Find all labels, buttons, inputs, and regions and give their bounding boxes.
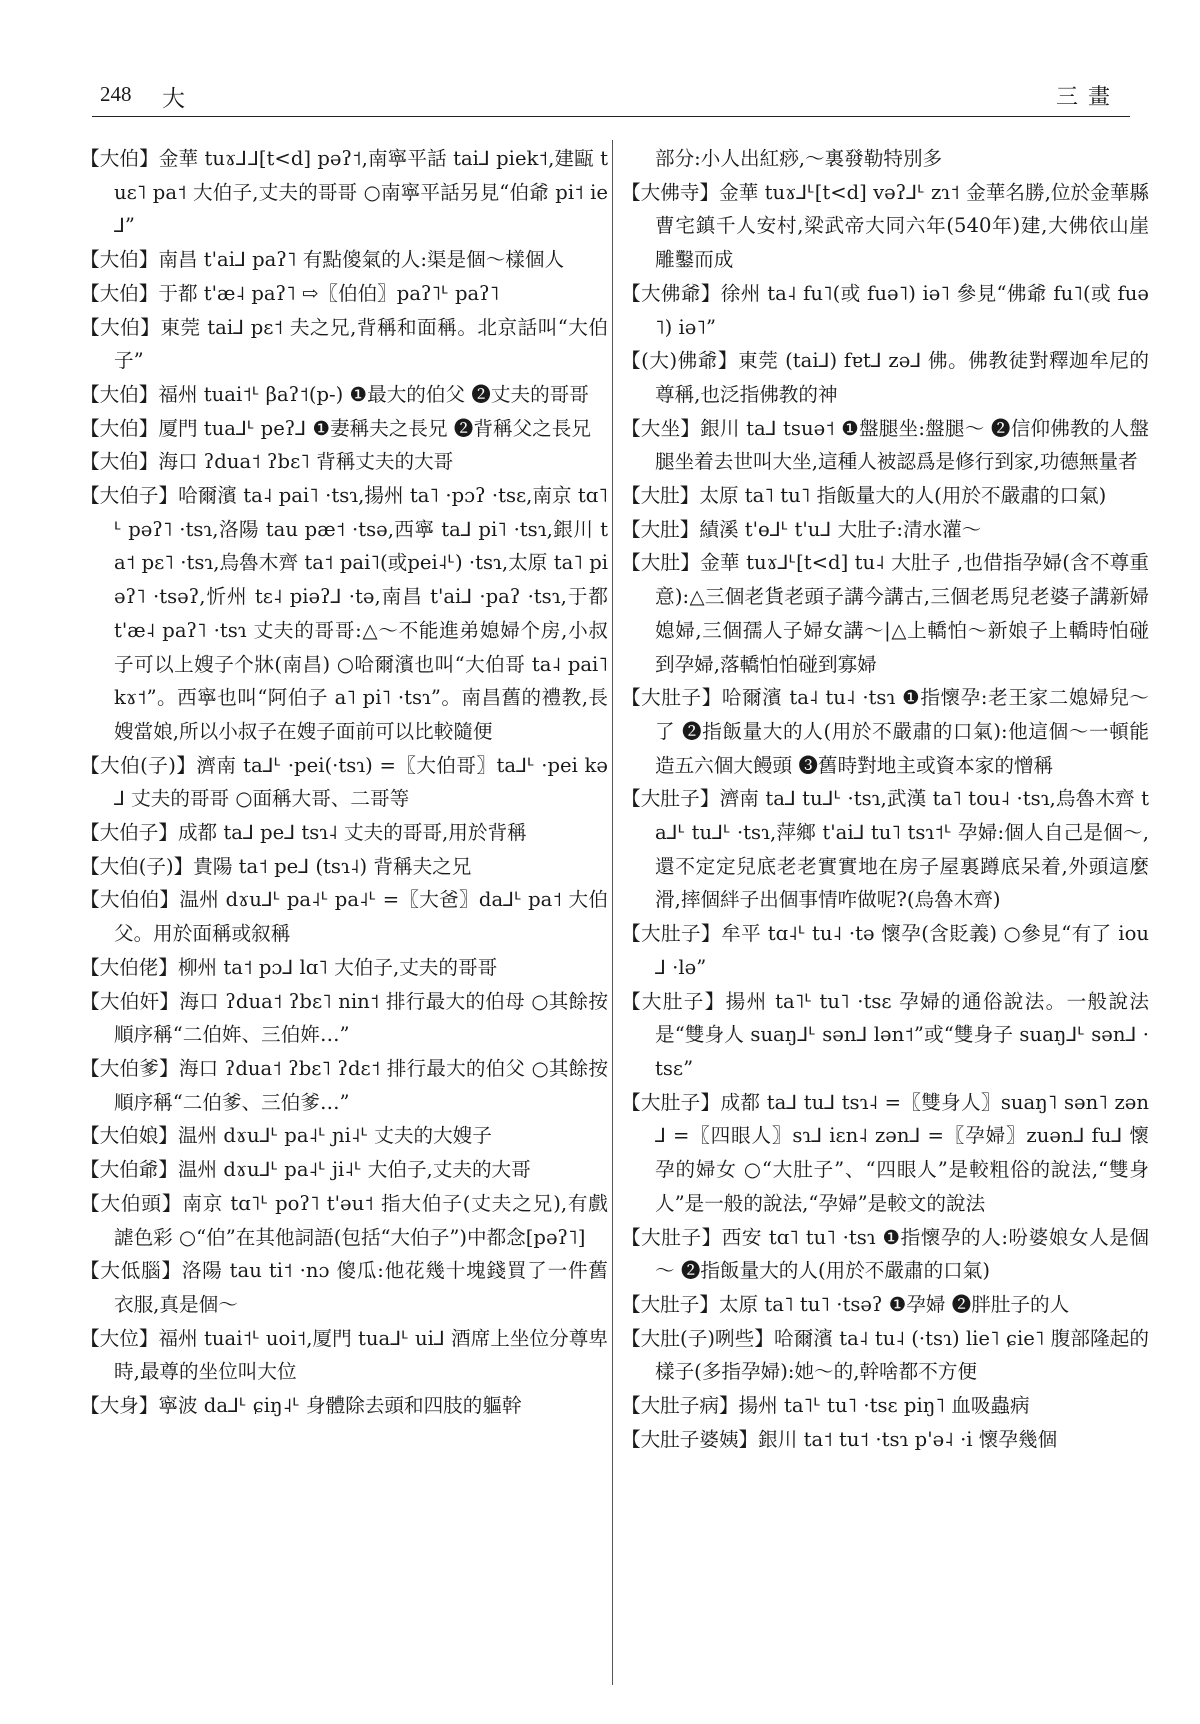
column-divider xyxy=(612,140,613,1685)
dictionary-entry: 【大伯(子)】貴陽 ta˦ pe⅃ (tsɿ˨) 背稱夫之兄 xyxy=(80,854,472,878)
dictionary-entry: 【大伯娘】温州 dɤu⅃ᒻ pa˨ᒻ ɲi˨ᒻ 丈夫的大嫂子 xyxy=(80,1124,492,1148)
dictionary-entry: 【大肚子】太原 ta˥ tu˥ ·tsəʔ ❶孕婦 ❷胖肚子的人 xyxy=(621,1292,1070,1316)
dictionary-entry: 【大肚子】成都 ta⅃ tu⅃ tsɿ˨ =〖雙身人〗suaŋ˥ sən˥ zən⅃ =〖四眼人〗sɿ⅃ iɛn˨ zən⅃ =〖孕婦〗zuən⅃ fu⅃ 懷孕的婦女 ○“大肚子”、“四眼人”是較粗俗的說法,“雙身人”是一般的說法,“孕婦”是較文的說法 xyxy=(621,1090,1149,1215)
dictionary-entry: 【大伯奸】海口 ʔdua˦ ʔbɛ˥ nin˦ 排行最大的伯母 ○其餘按順序稱“二伯姩、三伯姩…” xyxy=(80,989,608,1047)
dictionary-entry: 【大肚子】濟南 ta⅃ tu⅃ᒻ ·tsɿ,武漢 ta˥ tou˨ ·tsɿ,烏魯木齊 ta⅃ᒻ tu⅃ᒻ ·tsɿ,萍鄉 t'ai⅃ tu˥ tsɿ˦ᒻ 孕婦:個人自己是個～,還不定定兒底老老實實地在房子屋裏蹲底呆着,外頭這麼滑,摔個絆子出個事情咋做呢?(烏魯木齊) xyxy=(621,787,1149,912)
stroke-count-label: 三畫 xyxy=(1055,85,1120,110)
head-character: 大 xyxy=(162,86,185,112)
dictionary-entry: 【大肚子婆姨】銀川 ta˦ tu˦ ·tsɿ p'ə˨ ·i 懷孕幾個 xyxy=(621,1427,1058,1451)
dictionary-entry: 【大肚(子)咧些】哈爾濱 ta˨ tu˨ (·tsɿ) lie˥ ɕie˥ 腹部隆起的樣子(多指孕婦):她～的,幹啥都不方便 xyxy=(621,1326,1149,1384)
dictionary-entry: 【大伯】東莞 tai⅃ pɛ˦ 夫之兄,背稱和面稱。北京話叫“大伯子” xyxy=(80,315,608,373)
dictionary-entry: 【大佛爺】徐州 ta˨ fu˥(或 fuə˥) iə˥ 參見“佛爺 fu˥(或 fuə˥) iə˥” xyxy=(621,281,1149,339)
dictionary-entry: 【大伯】南昌 t'ai⅃ paʔ˥ 有點傻氣的人:渠是個～樣個人 xyxy=(80,248,565,272)
dictionary-entry: 【大肚子】牟平 tɑ˨ᒻ tu˨ ·tə 懷孕(含貶義) ○參見“有了 iou⅃ ·lə” xyxy=(621,922,1149,979)
dictionary-entry: 【大肚子】西安 tɑ˥ tu˥ ·tsɿ ❶指懷孕的人:吩婆娘女人是個～ ❷指飯量大的人(用於不嚴肅的口氣) xyxy=(621,1225,1149,1283)
dictionary-entry: 【大低腦】洛陽 tau ti˦ ·nɔ 傻瓜:他花幾十塊錢買了一件舊衣服,真是個～ xyxy=(80,1259,608,1316)
dictionary-entry: 【大伯(子)】濟南 ta⅃ᒻ ·pei(·tsɿ) =〖大伯哥〗ta⅃ᒻ ·pei kə⅃ 丈夫的哥哥 ○面稱大哥、二哥等 xyxy=(80,753,608,811)
dictionary-entry: 【大佛寺】金華 tuɤ⅃ᒻ[t<d] vəʔ⅃ᒻ zɿ˦ 金華名勝,位於金華縣曹宅鎮千人安村,梁武帝大同六年(540年)建,大佛依山崖雕鑿而成 xyxy=(621,180,1149,272)
dictionary-entry: 【大伯】福州 tuai˦ᒻ βaʔ˦(p-) ❶最大的伯父 ❷丈夫的哥哥 xyxy=(80,382,589,406)
dictionary-entry: 【大伯爹】海口 ʔdua˦ ʔbɛ˥ ʔdɛ˦ 排行最大的伯父 ○其餘按順序稱“二伯爹、三伯爹…” xyxy=(80,1056,608,1114)
page-number: 248 xyxy=(100,82,132,106)
dictionary-entry-continued: 部分:小人出紅痧,～裏發勒特別多 xyxy=(655,147,943,170)
dictionary-entry: 【大坐】銀川 ta⅃ tsuə˦ ❶盤腿坐:盤腿～ ❷信仰佛教的人盤腿坐着去世叫大坐,這種人被認爲是修行到家,功德無量者 xyxy=(621,416,1149,474)
dictionary-entry: 【大伯】金華 tuɤ⅃ᒧ[t<d] pəʔ˦,南寧平話 tai⅃ piek˦,建甌 tuɛ˥ pa˦ 大伯子,丈夫的哥哥 ○南寧平話另見“伯爺 pi˦ ie⅃” xyxy=(80,147,608,238)
left-column xyxy=(80,142,608,1423)
dictionary-entry: 【大伯爺】温州 dɤu⅃ᒻ pa˨ᒻ ji˨ᒻ 大伯子,丈夫的大哥 xyxy=(80,1158,531,1182)
dictionary-entry: 【大肚子病】揚州 ta˥ᒻ tu˥ ·tsɛ piŋ˥ 血吸蟲病 xyxy=(621,1394,1030,1418)
dictionary-entry: 【(大)佛爺】東莞 (tai⅃) fɐt⅃ zə⅃ 佛。佛教徒對釋迦牟尼的尊稱,也泛指佛教的神 xyxy=(621,349,1149,406)
page-header xyxy=(92,76,1130,117)
dictionary-entry: 【大伯頭】南京 tɑ˥ᒻ poʔ˥ t'əu˦ 指大伯子(丈夫之兄),有戲謔色彩 ○“伯”在其他詞語(包括“大伯子”)中都念[pəʔ˥] xyxy=(80,1191,608,1249)
dictionary-entry: 【大伯】海口 ʔdua˦ ʔbɛ˥ 背稱丈夫的大哥 xyxy=(80,450,454,474)
dictionary-entry: 【大肚】績溪 t'ɵ⅃ᒻ t'u⅃ 大肚子:清水灌～ xyxy=(621,517,982,541)
dictionary-entry: 【大伯】厦門 tua⅃ᒻ peʔ⅃ ❶妻稱夫之長兄 ❷背稱父之長兄 xyxy=(80,416,591,440)
dictionary-entry: 【大伯子】哈爾濱 ta˨ pai˥ ·tsɿ,揚州 ta˥ ·pɔʔ ·tsɛ,南京 tɑ˥ᒻ pəʔ˥ ·tsɿ,洛陽 tau pæ˦ ·tsə,西寧 ta⅃ pi˥ ·tsɿ,銀川 ta˦ pɛ˥ ·tsɿ,烏魯木齊 ta˦ pai˥(或pei˨ᒻ) ·tsɿ,太原 ta˥ piəʔ˥ ·tsəʔ,忻州 tɛ˨ piəʔ⅃ ·tə,南昌 t'ai⅃ ·paʔ ·tsɿ,于都 t'æ˨ paʔ˥ ·tsɿ 丈夫的哥哥:△～不能進弟媳婦个房,小叔子可以上嫂子个牀(南昌) ○哈爾濱也叫“大伯哥 ta˨ pai˥ kɤ˦”。西寧也叫“阿伯子 a˥ pi˥ ·tsɿ”。南昌舊的禮教,長嫂當娘,所以小叔子在嫂子面前可以比較隨便 xyxy=(80,484,608,743)
dictionary-entry: 【大伯子】成都 ta⅃ pe⅃ tsɿ˨ 丈夫的哥哥,用於背稱 xyxy=(80,821,527,845)
dictionary-entry: 【大伯佬】柳州 ta˦ pɔ⅃ lɑ˥ 大伯子,丈夫的哥哥 xyxy=(80,955,498,979)
dictionary-entry: 【大身】寧波 da⅃ᒻ ɕiŋ˨ᒻ 身體除去頭和四肢的軀幹 xyxy=(80,1394,522,1418)
dictionary-entry: 【大肚】金華 tuɤ⅃ᒻ[t<d] tu˨ 大肚子 ,也借指孕婦(含不尊重意):△三個老貨老頭子講今講古,三個老馬兒老婆子講新婦媳婦,三個孺人子婦女講～|△上轎怕～新娘子上轎時怕碰到孕婦,落轎怕怕碰到寡婦 xyxy=(621,551,1149,676)
right-column xyxy=(621,142,1149,1456)
dictionary-entry: 【大伯伯】温州 dɤu⅃ᒻ pa˨ᒻ pa˨ᒻ =〖大爸〗da⅃ᒻ pa˦ 大伯父。用於面稱或叙稱 xyxy=(80,888,608,946)
dictionary-entry: 【大肚子】揚州 ta˥ᒻ tu˥ ·tsɛ 孕婦的通俗說法。一般說法是“雙身人 suaŋ⅃ᒻ sən⅃ lən˦”或“雙身子 suaŋ⅃ᒻ sən⅃ ·tsɛ” xyxy=(621,989,1149,1080)
dictionary-entry: 【大位】福州 tuai˦ᒻ uoi˦,厦門 tua⅃ᒻ ui⅃ 酒席上坐位分尊卑時,最尊的坐位叫大位 xyxy=(80,1326,608,1384)
dictionary-entry: 【大肚子】哈爾濱 ta˨ tu˨ ·tsɿ ❶指懷孕:老王家二媳婦兒～了 ❷指飯量大的人(用於不嚴肅的口氣):他這個～一頓能造五六個大饅頭 ❸舊時對地主或資本家的憎稱 xyxy=(621,686,1149,777)
dictionary-entry: 【大肚】太原 ta˥ tu˥ 指飯量大的人(用於不嚴肅的口氣) xyxy=(621,484,1107,508)
dictionary-entry: 【大伯】于都 t'æ˨ paʔ˥ ⇨〖伯伯〗paʔ˥ᒻ paʔ˥ xyxy=(80,281,500,305)
